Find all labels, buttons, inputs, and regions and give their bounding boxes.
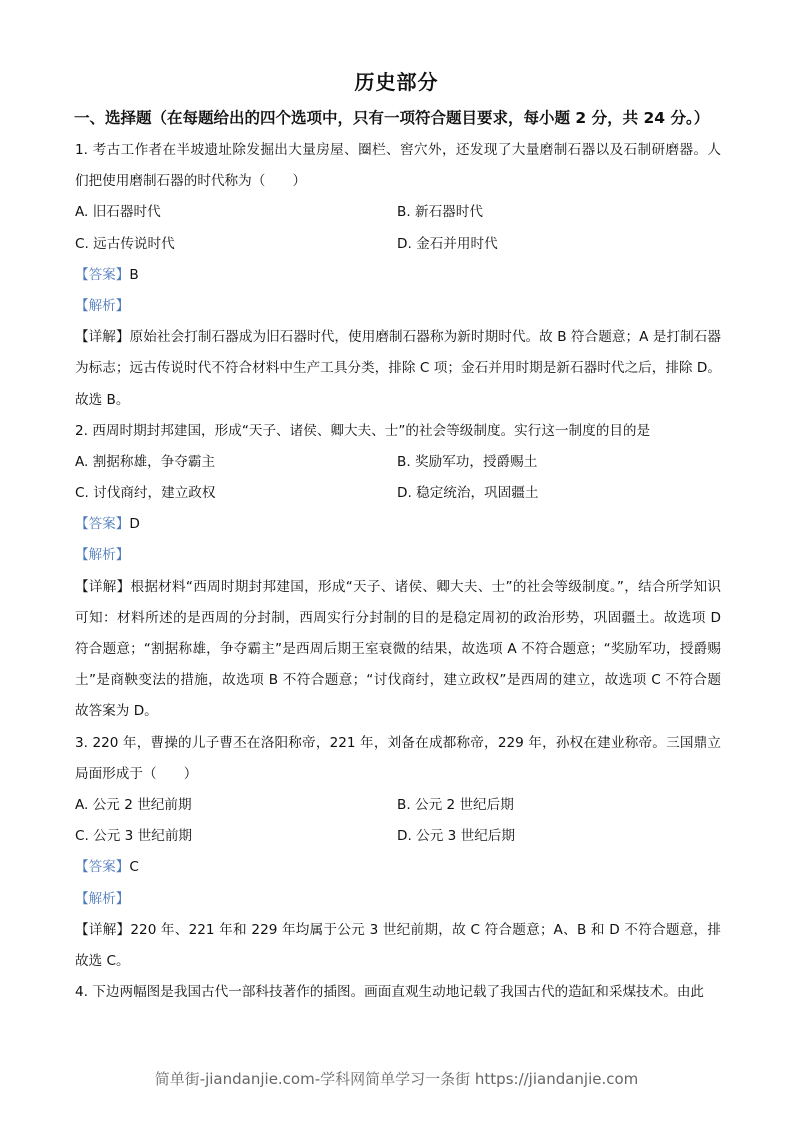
detail-label: 【详解】	[75, 578, 131, 595]
option-公元 2 世纪后期	[397, 790, 719, 821]
answer-line	[75, 260, 721, 291]
answer-label: 【答案】	[75, 516, 130, 533]
answer-line	[75, 852, 721, 883]
answer-value: D	[129, 516, 140, 533]
question-list	[75, 135, 721, 1008]
detail-line	[75, 946, 721, 977]
detail-line	[75, 385, 721, 416]
option-稳定统治，巩固疆土	[397, 478, 719, 509]
question-stem-line: 4. 下边两幅图是我国古代一部科技著作的插图。画面直观生动地记载了我国古代的造缸和采煤技术。由此	[75, 984, 705, 1001]
question-1	[75, 135, 721, 416]
analysis-label: 【解析】	[75, 890, 130, 907]
detail-label: 【详解】	[75, 329, 130, 346]
analysis-label: 【解析】	[75, 547, 130, 564]
options-row	[75, 821, 721, 852]
option-讨伐商纣，建立政权	[75, 478, 397, 509]
option-割据称雄，争夺霸主	[75, 447, 397, 478]
option-text: 公元 3 世纪前期	[93, 828, 193, 845]
option-text: 奖励军功，授爵赐土	[414, 453, 538, 470]
options-row	[75, 447, 721, 478]
answer-label: 【答案】	[75, 859, 130, 876]
option-text: 新石器时代	[414, 204, 483, 221]
option-letter: D.	[397, 828, 412, 845]
option-公元 3 世纪后期	[397, 821, 719, 852]
question-stem-line: 3. 220 年，曹操的儿子曹丕在洛阳称帝，221 年，刘备在成都称帝，229 年，孙权在建业称帝。三国鼎立	[75, 734, 721, 751]
detail-text: 故选 B。	[75, 391, 130, 408]
option-letter: D.	[397, 235, 412, 252]
option-letter: C.	[75, 235, 89, 252]
option-text: 讨伐商纣，建立政权	[93, 485, 216, 502]
options-row	[75, 790, 721, 821]
detail-text: 220 年、221 年和 229 年均属于公元 3 世纪前期，故 C 符合题意；A、B 和 D 不符合题意，排	[130, 921, 721, 938]
question-stem-line: 1. 考古工作者在半坡遗址除发掘出大量房屋、圈栏、窖穴外，还发现了大量磨制石器以及石制研磨器。人	[75, 142, 721, 158]
option-旧石器时代	[75, 197, 397, 228]
option-text: 远古传说时代	[93, 235, 175, 252]
question-stem-line: 2. 西周时期封邦建国，形成“天子、诸侯、卿大夫、士”的社会等级制度。实行这一制度的目的是	[75, 422, 651, 439]
analysis-label: 【解析】	[75, 297, 130, 314]
detail-text: 原始社会打制石器成为旧石器时代，使用磨制石器称为新时期时代。故 B 符合题意；A 是打制石器	[129, 329, 721, 346]
option-letter: C.	[75, 485, 89, 502]
question-stem-line: 们把使用磨制石器的时代称为（ ）	[75, 173, 307, 190]
option-公元 2 世纪前期	[75, 790, 397, 821]
option-letter: B.	[397, 796, 411, 813]
detail-line	[75, 603, 721, 634]
option-远古传说时代	[75, 229, 397, 260]
option-text: 公元 2 世纪后期	[414, 796, 514, 813]
question-stem-line: 局面形成于（ ）	[75, 765, 198, 782]
analysis-line	[75, 540, 721, 571]
detail-line	[75, 353, 721, 384]
option-letter: A.	[75, 796, 89, 813]
question-4	[75, 977, 721, 1008]
option-奖励军功，授爵赐土	[397, 447, 719, 478]
option-letter: B.	[397, 204, 411, 221]
section-heading: 一、选择题（在每题给出的四个选项中，只有一项符合题目要求，每小题 2 分，共 24 分。）	[74, 109, 710, 127]
option-letter: B.	[397, 453, 411, 470]
option-letter: A.	[75, 453, 89, 470]
page-title: 历史部分	[354, 70, 439, 94]
footer-watermark: 简单街-jiandanjie.com-学科网简单学习一条街 https://jiandanjie.com	[154, 1070, 639, 1088]
option-text: 稳定统治，巩固疆土	[416, 485, 539, 502]
detail-text: 故答案为 D。	[75, 703, 158, 720]
detail-text: 根据材料“西周时期封邦建国，形成“天子、诸侯、卿大夫、士”的社会等级制度。”，结合所学知识	[130, 578, 721, 595]
option-letter: C.	[75, 828, 89, 845]
option-公元 3 世纪前期	[75, 821, 397, 852]
option-text: 公元 2 世纪前期	[92, 796, 192, 813]
analysis-line	[75, 884, 721, 915]
option-金石并用时代	[397, 229, 719, 260]
answer-label: 【答案】	[75, 266, 130, 283]
detail-line	[75, 665, 721, 696]
options-row	[75, 478, 721, 509]
option-新石器时代	[397, 197, 719, 228]
detail-text: 符合题意；“割据称雄，争夺霸主”是西周后期王室衰微的结果，故选项 A 不符合题意；“奖励军功，授爵赐	[75, 641, 721, 657]
answer-value: C	[129, 859, 139, 876]
answer-value: B	[129, 266, 139, 283]
detail-line	[75, 696, 721, 727]
option-letter: A.	[75, 204, 89, 221]
question-3	[75, 728, 721, 978]
options-row	[75, 229, 721, 260]
detail-line	[75, 634, 721, 665]
option-text: 割据称雄，争夺霸主	[92, 453, 216, 470]
option-text: 公元 3 世纪后期	[416, 828, 515, 845]
option-text: 旧石器时代	[92, 204, 161, 221]
detail-line	[75, 322, 721, 353]
options-row	[75, 197, 721, 228]
detail-text: 可知：材料所述的是西周的分封制，西周实行分封制的目的是稳定周初的政治形势，巩固疆土。故选项 D	[75, 609, 721, 626]
option-letter: D.	[397, 485, 412, 502]
detail-line	[75, 915, 721, 946]
detail-text: 为标志；远古传说时代不符合材料中生产工具分类，排除 C 项；金石并用时期是新石器时代之后，排除 D。	[75, 360, 721, 377]
detail-text: 土”是商鞅变法的措施，故选项 B 不符合题意；“讨伐商纣，建立政权”是西周的建立，故选项 C 不符合题	[75, 672, 721, 689]
answer-line	[75, 509, 721, 540]
question-2	[75, 416, 721, 728]
detail-text: 故选 C。	[75, 952, 130, 969]
detail-line	[75, 572, 721, 603]
analysis-line	[75, 291, 721, 322]
option-text: 金石并用时代	[416, 235, 498, 252]
detail-label: 【详解】	[75, 921, 131, 938]
